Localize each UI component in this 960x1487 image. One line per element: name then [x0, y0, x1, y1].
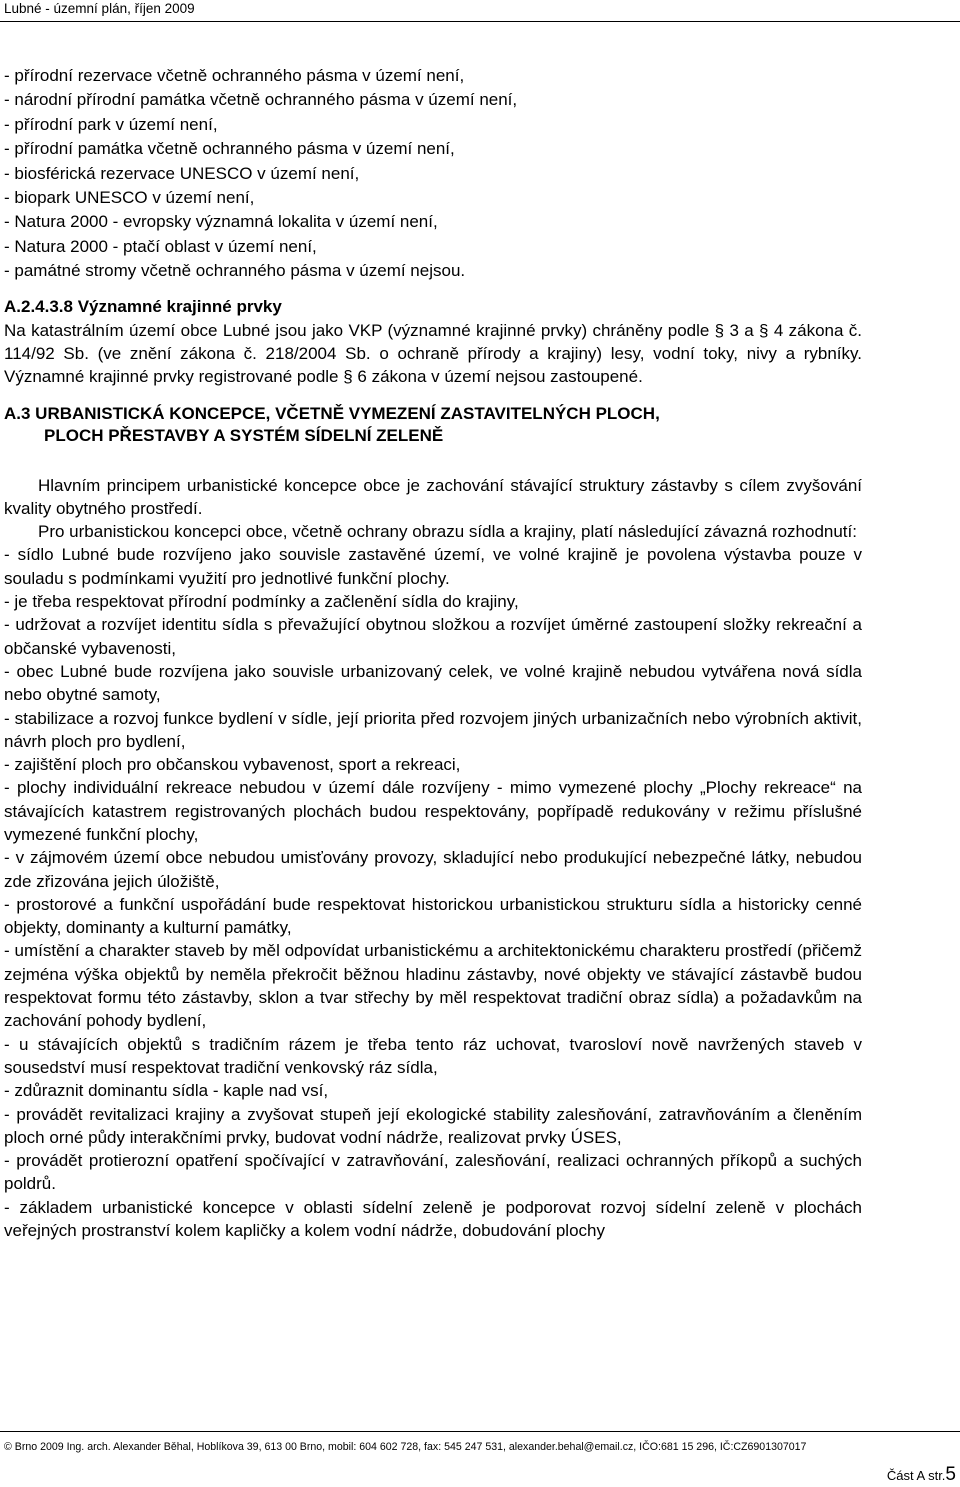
chapter-heading-continuation: PLOCH PŘESTAVBY A SYSTÉM SÍDELNÍ ZELENĚ	[44, 425, 444, 445]
list-item: - Natura 2000 - evropsky významná lokalita v území není,	[4, 212, 438, 232]
list-item: - zajištění ploch pro občanskou vybavenost, sport a rekreaci,	[4, 755, 461, 775]
list-item: - přírodní park v území není,	[4, 114, 218, 134]
section-heading-a2438: A.2.4.3.8 Významné krajinné prvky	[4, 296, 282, 316]
document-body	[4, 64, 862, 1242]
list-item: - stabilizace a rozvoj funkce bydlení v sídle, její priorita před rozvojem jiných urbanizačních nebo výrobních aktivit, návrh ploch pro bydlení,	[4, 708, 862, 751]
list-item: - provádět revitalizaci krajiny a zvyšovat stupeň její ekologické stability zalesňování, zatravňováním a členěním ploch orné půdy interakčními prvky, budovat vodní nádrže, realizovat prvky ÚSES,	[4, 1104, 862, 1147]
header-divider	[0, 21, 960, 22]
list-item: - u stávajících objektů s tradičním rázem je třeba tento ráz uchovat, tvarosloví nově navržených staveb v sousedství musí respektovat tradiční venkovský ráz sídla,	[4, 1034, 862, 1077]
list-item: - Natura 2000 - ptačí oblast v území není,	[4, 236, 317, 256]
page-header	[0, 0, 960, 18]
list-item: - základem urbanistické koncepce v oblasti sídelní zeleně je podporovat rozvoj sídelní zeleně v plochách veřejných prostranství kolem kapličky a kolem vodní nádrže, dobudování plochy	[4, 1197, 862, 1241]
list-item: - v zájmovém území obce nebudou umisťovány provozy, skladující nebo produkující nebezpečné látky, nebudou zde zřizována jejich úložiště,	[4, 848, 862, 891]
list-item: - přírodní rezervace včetně ochranného pásma v území není,	[4, 66, 465, 85]
paragraph-decisions-intro: Pro urbanistickou koncepci obce, včetně ochrany obrazu sídla a krajiny, platí následující závazná rozhodnutí:	[38, 522, 857, 542]
page-number-value: 5	[945, 1464, 956, 1485]
page-label: Část A str.	[886, 1468, 946, 1483]
list-item: - umístění a charakter staveb by měl odpovídat urbanistickému a architektonickému charakteru prostředí (přičemž zejména výška objektů by neměla překročit běžnou hladinu zástavby, nové objekty ve stávající zástavbě budou respektovat formu této zástavby, sklon a tvar střechy by měl respektovat tradiční obraz sídla) a požadavkům na zachování pohody bydlení,	[4, 941, 862, 1031]
list-item: - památné stromy včetně ochranného pásma v území nejsou.	[4, 261, 466, 281]
page-number	[887, 1464, 956, 1486]
list-item: - sídlo Lubné bude rozvíjeno jako souvisle zastavěné území, ve volné krajině je povolena výstavba pouze v souladu s podmínkami využití pro jednotlivé funkční plochy.	[4, 545, 862, 588]
chapter-heading: A.3 URBANISTICKÁ KONCEPCE, VČETNĚ VYMEZENÍ ZASTAVITELNÝCH PLOCH,	[4, 403, 660, 423]
protected-areas-list	[4, 64, 862, 284]
list-item: - plochy individuální rekreace nebudou v území dále rozvíjeny - mimo vymezené plochy „Plochy rekreace“ na stávajících katastrem registrovaných plochách budou respektovány, popřípadě redukovány v režimu příslušné vymezené funkční plochy,	[4, 778, 862, 844]
list-item: - národní přírodní památka včetně ochranného pásma v území není,	[4, 90, 518, 110]
list-item: - udržovat a rozvíjet identitu sídla s převažující obytnou složkou a rozvíjet úměrné zastoupení složky rekreační a občanské vybavenosti,	[4, 615, 862, 658]
list-item: - provádět protierozní opatření spočívající v zatravňování, zalesňování, realizaci ochranných příkopů a suchých poldrů.	[4, 1151, 862, 1194]
header-title: Lubné - územní plán, říjen 2009	[4, 1, 195, 16]
list-item: - zdůraznit dominantu sídla - kaple nad vsí,	[4, 1081, 329, 1101]
list-item: - biosférická rezervace UNESCO v území není,	[4, 163, 360, 183]
footer-contact: © Brno 2009 Ing. arch. Alexander Běhal, Hoblíkova 39, 613 00 Brno, mobil: 604 602 728, fax: 545 247 531, alexander.behal@email.cz, IČO:681 15 296, IČ:CZ6901307017	[4, 1441, 807, 1453]
footer-divider	[0, 1431, 960, 1432]
list-item: - biopark UNESCO v území není,	[4, 188, 255, 208]
list-item: - obec Lubné bude rozvíjena jako souvisle urbanizovaný celek, ve volné krajině nebudou vytvářena nová sídla nebo obytné samoty,	[4, 661, 862, 705]
list-item: - přírodní památka včetně ochranného pásma v území není,	[4, 139, 455, 159]
list-item: - je třeba respektovat přírodní podmínky a začlenění sídla do krajiny,	[4, 592, 519, 612]
decisions-list	[4, 543, 862, 1242]
list-item: - prostorové a funkční uspořádání bude respektovat historickou urbanistickou strukturu sídla a historicky cenné objekty, dominanty a kulturní památky,	[4, 894, 862, 938]
paragraph-principle: Hlavním principem urbanistické koncepce obce je zachování stávající struktury zástavby s cílem zvyšování kvality obytného prostředí.	[4, 475, 862, 518]
section-paragraph: Na katastrálním území obce Lubné jsou jako VKP (významné krajinné prvky) chráněny podle § 3 a § 4 zákona č. 114/92 Sb. (ve znění zákona č. 218/2004 Sb. o ochraně přírody a krajiny) lesy, vodní toky, nivy a rybníky. Významné krajinné prvky registrované podle § 6 zákona v území nejsou zastoupené.	[4, 320, 862, 387]
